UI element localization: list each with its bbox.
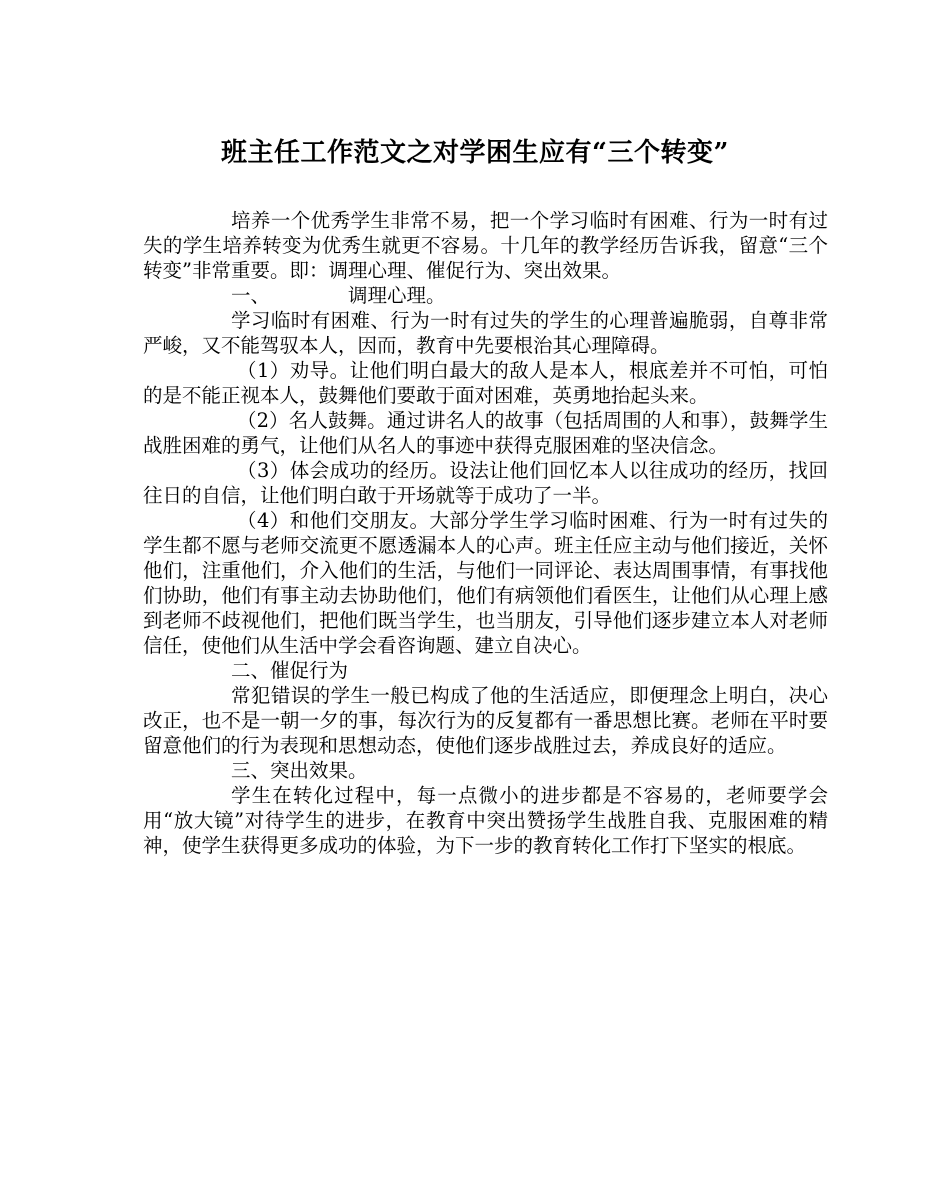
section-1-paragraph: 学习临时有困难、行为一时有过失的学生的心理普遍脆弱，自尊非常严峻，又不能驾驭本人，因而，教育中先要根治其心理障碍。 bbox=[143, 309, 828, 357]
document-title: 班主任工作范文之对学困生应有“三个转变” bbox=[221, 138, 729, 168]
section-1-item-4: （4）和他们交朋友。大部分学生学习临时困难、行为一时有过失的学生都不愿与老师交流更不愿透漏本人的心声。班主任应主动与他们接近，关怀他们，注重他们，介入他们的生活，与他们一同评论、表达周围事情，有事找他们协助，他们有事主动去协助他们，他们有病领他们看医生，让他们从心理上感到老师不歧视他们，把他们既当学生，也当朋友，引导他们逐步建立本人对老师信任，使他们从生活中学会看咨询题、建立自决心。 bbox=[143, 509, 828, 657]
section-3-heading: 三、突出效果。 bbox=[231, 759, 368, 782]
section-1-heading bbox=[143, 283, 828, 308]
section-2-heading: 二、催促行为 bbox=[231, 659, 349, 682]
section-3-paragraph: 学生在转化过程中，每一点微小的进步都是不容易的，老师要学会用“放大镜”对待学生的进步，在教育中突出赞扬学生战胜自我、克服困难的精神，使学生获得更多成功的体验，为下一步的教育转化工作打下坚实的根底。 bbox=[143, 784, 828, 857]
document-body bbox=[143, 208, 828, 858]
intro-paragraph: 培养一个优秀学生非常不易，把一个学习临时有困难、行为一时有过失的学生培养转变为优秀生就更不容易。十几年的教学经历告诉我，留意“三个转变”非常重要。即：调理心理、催促行为、突出效果。 bbox=[143, 209, 828, 282]
section-1-item-2: （2）名人鼓舞。通过讲名人的故事（包括周围的人和事），鼓舞学生战胜困难的勇气，让他们从名人的事迹中获得克服困难的坚决信念。 bbox=[143, 409, 828, 457]
section-1-item-1: （1）劝导。让他们明白最大的敌人是本人，根底差并不可怕，可怕的是不能正视本人，鼓舞他们要敢于面对困难，英勇地抬起头来。 bbox=[143, 359, 828, 407]
section-1-item-3: （3）体会成功的经历。设法让他们回忆本人以往成功的经历，找回往日的自信，让他们明白敢于开场就等于成功了一半。 bbox=[143, 459, 828, 507]
section-1-number: 一、 bbox=[231, 284, 271, 307]
section-2-paragraph: 常犯错误的学生一般已构成了他的生活适应，即便理念上明白，决心改正，也不是一朝一夕的事，每次行为的反复都有一番思想比赛。老师在平时要留意他们的行为表现和思想动态，使他们逐步战胜过去，养成良好的适应。 bbox=[143, 684, 828, 757]
section-1-title: 调理心理。 bbox=[348, 284, 446, 307]
